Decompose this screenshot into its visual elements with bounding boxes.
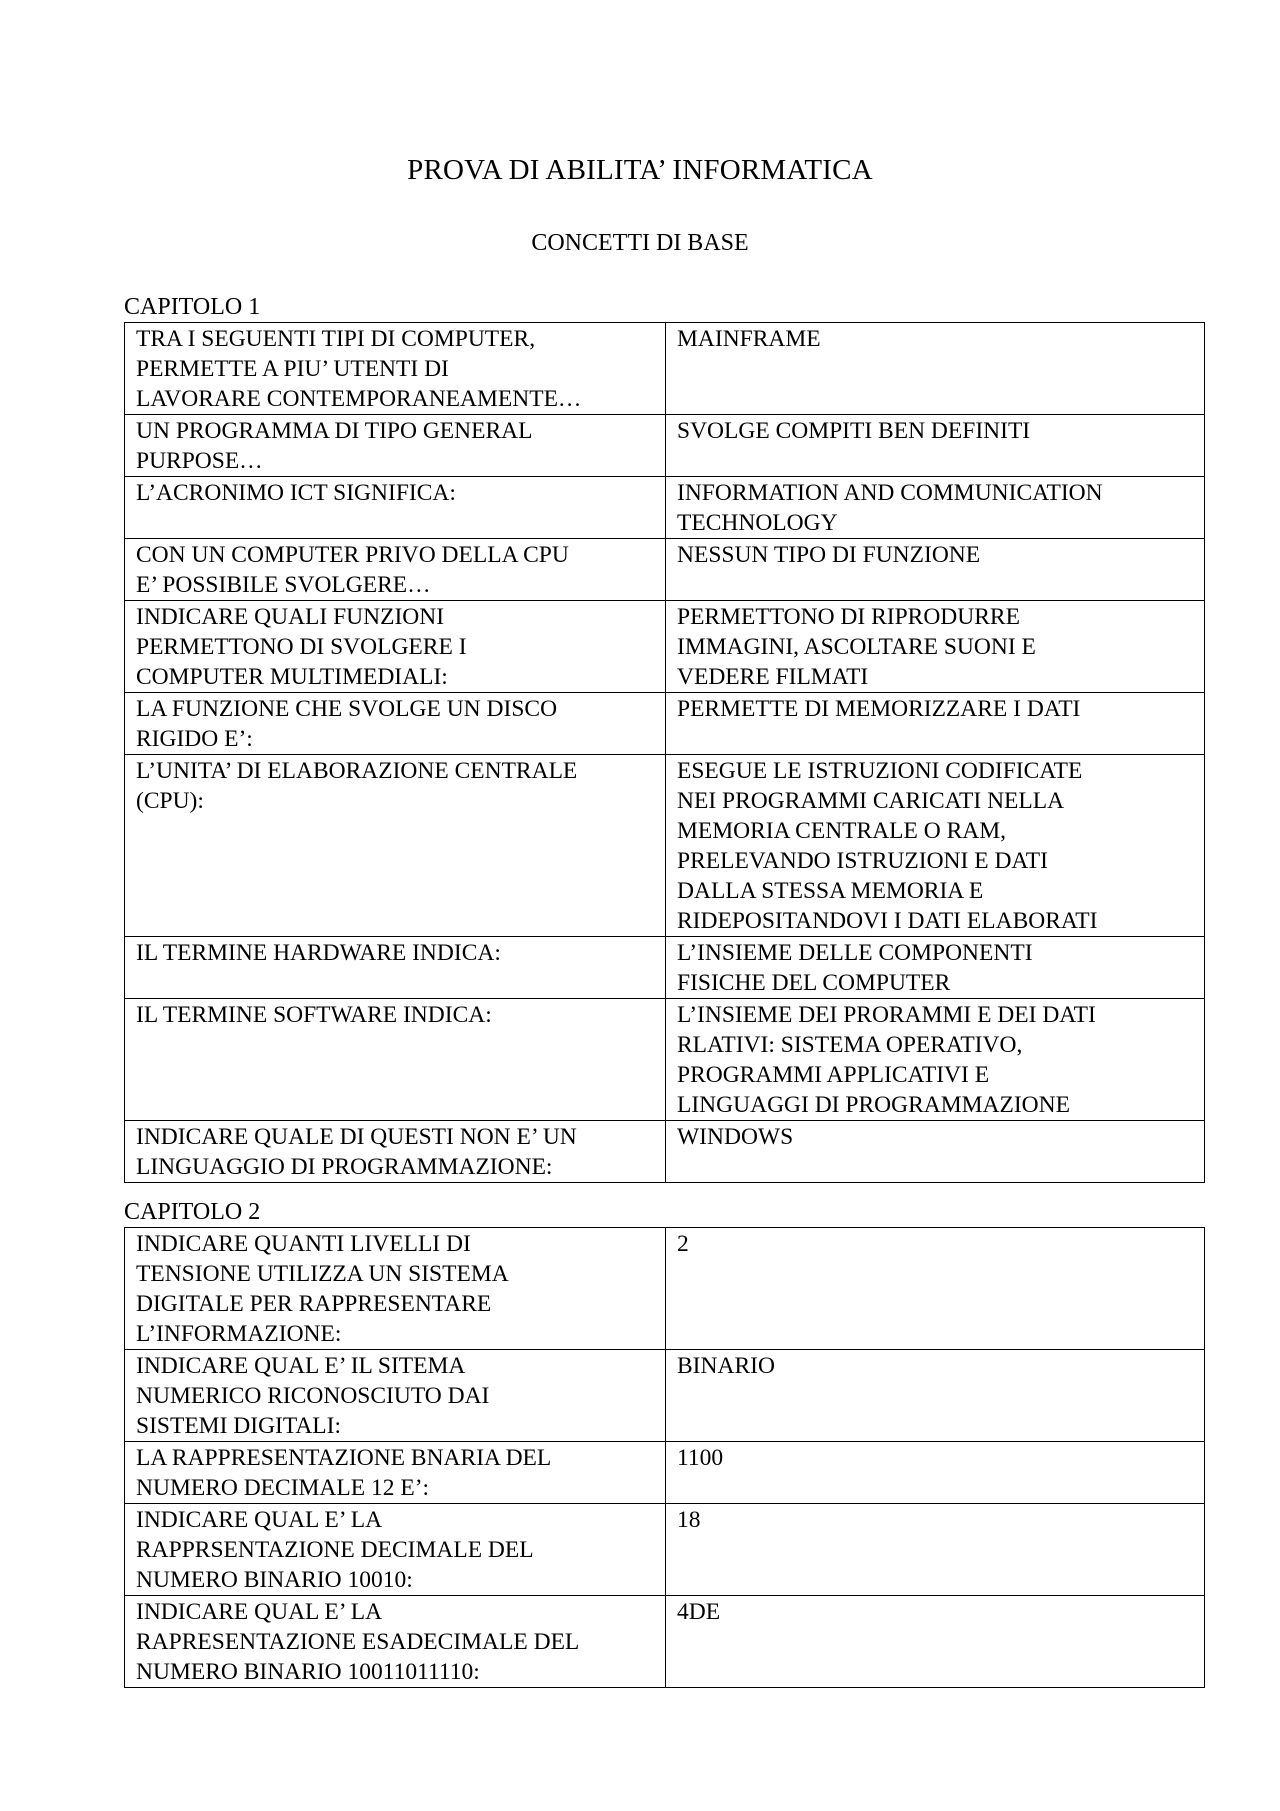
chapter-title: CAPITOLO 2 <box>124 1199 261 1225</box>
table-row <box>125 1228 1205 1350</box>
document-title: PROVA DI ABILITA’ INFORMATICA <box>407 154 873 186</box>
table-row <box>125 1121 1205 1183</box>
document-subtitle: CONCETTI DI BASE <box>531 230 749 256</box>
question-cell: INDICARE QUAL E’ IL SITEMA NUMERICO RICONOSCIUTO DAI SISTEMI DIGITALI: <box>125 1350 666 1442</box>
answer-cell: NESSUN TIPO DI FUNZIONE <box>666 539 1205 601</box>
answer-cell: 1100 <box>666 1442 1205 1504</box>
answer-cell: ESEGUE LE ISTRUZIONI CODIFICATE NEI PROGRAMMI CARICATI NELLA MEMORIA CENTRALE O RAM, PRELEVANDO ISTRUZIONI E DATI DALLA STESSA MEMORIA E RIDEPOSITANDOVI I DATI ELABORATI <box>666 755 1205 937</box>
question-cell: L’ACRONIMO ICT SIGNIFICA: <box>125 477 666 539</box>
question-cell: LA FUNZIONE CHE SVOLGE UN DISCO RIGIDO E’: <box>125 693 666 755</box>
answer-cell: PERMETTONO DI RIPRODURRE IMMAGINI, ASCOLTARE SUONI E VEDERE FILMATI <box>666 601 1205 693</box>
question-cell: LA RAPPRESENTAZIONE BNARIA DEL NUMERO DECIMALE 12 E’: <box>125 1442 666 1504</box>
question-cell: INDICARE QUALI FUNZIONI PERMETTONO DI SVOLGERE I COMPUTER MULTIMEDIALI: <box>125 601 666 693</box>
question-cell: INDICARE QUAL E’ LA RAPRESENTAZIONE ESADECIMALE DEL NUMERO BINARIO 10011011110: <box>125 1596 666 1688</box>
table-row <box>125 999 1205 1121</box>
answer-cell: MAINFRAME <box>666 323 1205 415</box>
answer-cell: INFORMATION AND COMMUNICATION TECHNOLOGY <box>666 477 1205 539</box>
question-cell: CON UN COMPUTER PRIVO DELLA CPU E’ POSSIBILE SVOLGERE… <box>125 539 666 601</box>
table-row <box>125 477 1205 539</box>
table-row <box>125 601 1205 693</box>
table-row <box>125 415 1205 477</box>
table-row <box>125 937 1205 999</box>
question-cell: IL TERMINE SOFTWARE INDICA: <box>125 999 666 1121</box>
answer-cell: SVOLGE COMPITI BEN DEFINITI <box>666 415 1205 477</box>
question-cell: INDICARE QUANTI LIVELLI DI TENSIONE UTILIZZA UN SISTEMA DIGITALE PER RAPPRESENTARE L’INFORMAZIONE: <box>125 1228 666 1350</box>
qa-table <box>124 322 1205 1183</box>
question-cell: L’UNITA’ DI ELABORAZIONE CENTRALE (CPU): <box>125 755 666 937</box>
answer-cell: 4DE <box>666 1596 1205 1688</box>
question-cell: TRA I SEGUENTI TIPI DI COMPUTER, PERMETTE A PIU’ UTENTI DI LAVORARE CONTEMPORANEAMENTE… <box>125 323 666 415</box>
table-row <box>125 1350 1205 1442</box>
chapter-title: CAPITOLO 1 <box>124 294 261 320</box>
answer-cell: PERMETTE DI MEMORIZZARE I DATI <box>666 693 1205 755</box>
table-row <box>125 755 1205 937</box>
qa-table <box>124 1227 1205 1688</box>
table-row <box>125 539 1205 601</box>
answer-cell: BINARIO <box>666 1350 1205 1442</box>
table-row <box>125 1596 1205 1688</box>
chapter-2 <box>124 1198 1164 1688</box>
answer-cell: L’INSIEME DELLE COMPONENTI FISICHE DEL COMPUTER <box>666 937 1205 999</box>
chapter-1 <box>124 293 1164 1183</box>
table-row <box>125 323 1205 415</box>
answer-cell: L’INSIEME DEI PRORAMMI E DEI DATI RLATIVI: SISTEMA OPERATIVO, PROGRAMMI APPLICATIVI E LINGUAGGI DI PROGRAMMAZIONE <box>666 999 1205 1121</box>
question-cell: INDICARE QUAL E’ LA RAPPRSENTAZIONE DECIMALE DEL NUMERO BINARIO 10010: <box>125 1504 666 1596</box>
answer-cell: 2 <box>666 1228 1205 1350</box>
question-cell: INDICARE QUALE DI QUESTI NON E’ UN LINGUAGGIO DI PROGRAMMAZIONE: <box>125 1121 666 1183</box>
table-row <box>125 1442 1205 1504</box>
table-row <box>125 1504 1205 1596</box>
answer-cell: WINDOWS <box>666 1121 1205 1183</box>
question-cell: UN PROGRAMMA DI TIPO GENERAL PURPOSE… <box>125 415 666 477</box>
question-cell: IL TERMINE HARDWARE INDICA: <box>125 937 666 999</box>
table-row <box>125 693 1205 755</box>
answer-cell: 18 <box>666 1504 1205 1596</box>
